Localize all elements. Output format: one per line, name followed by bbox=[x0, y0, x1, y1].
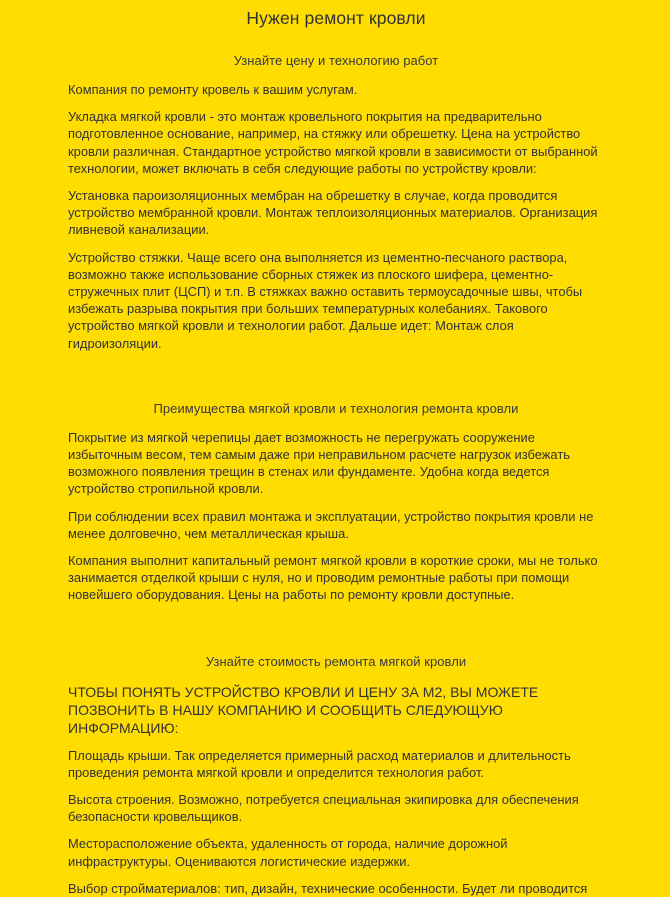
section-heading-advantages: Преимущества мягкой кровли и технология ремонта кровли bbox=[153, 400, 519, 416]
paragraph-advantages-0: Покрытие из мягкой черепицы дает возможность не перегружать сооружение избыточным весом, тем самым даже при неправильном расчете нагрузок избежать возможного появления трещин в стенах или фундаменте. Удобна когда ведется устройство стропильной кровли. bbox=[68, 429, 570, 497]
page-title: Нужен ремонт кровли bbox=[246, 8, 426, 28]
paragraph-cost-0: Площадь крыши. Так определяется примерный расход материалов и длительность проведения ремонта мягкой кровли и определится технология работ. bbox=[68, 747, 571, 780]
paragraph-cost-3: Выбор стройматериалов: тип, дизайн, технические особенности. Будет ли проводится bbox=[68, 880, 588, 896]
paragraph-advantages-2: Компания выполнит капитальный ремонт мягкой кровли в короткие сроки, мы не только занимается отделкой крыши с нуля, но и проводим ремонтные работы при помощи новейшего оборудования. Цены на работы по ремонту кровли доступные. bbox=[68, 553, 598, 603]
section-heading-cost: Узнайте стоимость ремонта мягкой кровли bbox=[205, 653, 467, 669]
paragraph-advantages-1: При соблюдении всех правил монтажа и эксплуатации, устройство покрытия кровли не менее долговечно, чем металлическая крыша. bbox=[68, 508, 594, 541]
paragraph-cost-2: Месторасположение объекта, удаленность от города, наличие дорожной инфраструктуры. Оцениваются логистические издержки. bbox=[68, 836, 508, 869]
callout-contact-info: ЧТОБЫ ПОНЯТЬ УСТРОЙСТВО КРОВЛИ И ЦЕНУ ЗА М2, ВЫ МОЖЕТЕ ПОЗВОНИТЬ В НАШУ КОМПАНИЮ И СООБЩИТЬ СЛЕДУЮЩУЮ ИНФОРМАЦИЮ: bbox=[68, 683, 539, 736]
section-heading-intro: Узнайте цену и технологию работ bbox=[233, 53, 439, 68]
paragraph-intro-1: Укладка мягкой кровли - это монтаж кровельного покрытия на предварительно подготовленное основание, например, на стяжку или обрешетку. Цена на устройство кровли различная. Стандартное устройство мягкой кровли в зависимости от выбранной технологии, может включать в себя следующие работы по устройству кровли: bbox=[68, 109, 598, 176]
paragraph-intro-2: Установка пароизоляционных мембран на обрешетку в случае, когда проводится устройство мембранной кровли. Монтаж теплоизоляционных материалов. Организация ливневой канализации. bbox=[68, 188, 598, 238]
paragraph-intro-3: Устройство стяжки. Чаще всего она выполняется из цементно-песчаного раствора, возможно также использование сборных стяжек из плоского шифера, цементно-стружечных плит (ЦСП) и т.п. В стяжках важно оставить термоусадочные швы, чтобы избежать разрыва покрытия при больших температурных колебаниях. Такового устройство мягкой кровли и технологии работ. Дальше идет: Монтаж слоя гидроизоляции. bbox=[68, 249, 583, 351]
paragraph-cost-1: Высота строения. Возможно, потребуется специальная экипировка для обеспечения безопасности кровельщиков. bbox=[68, 792, 579, 825]
paragraph-intro-0: Компания по ремонту кровель к вашим услугам. bbox=[68, 82, 358, 97]
